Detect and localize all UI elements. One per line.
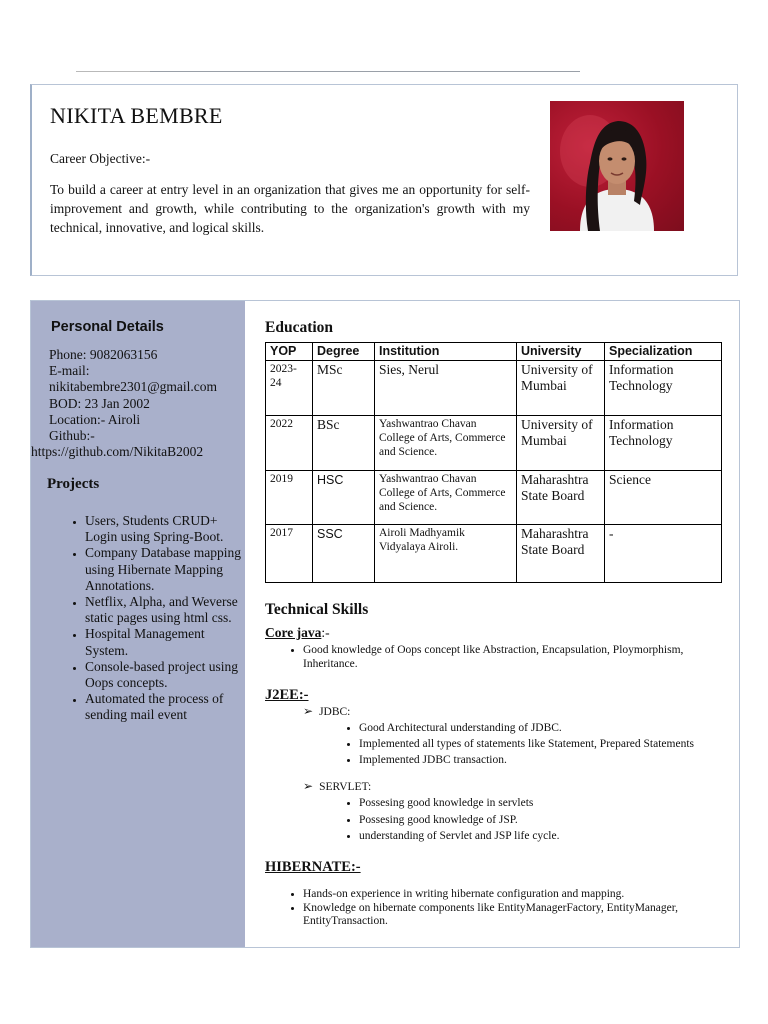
list-item: • Good Architectural understanding of JDBC.: [359, 722, 729, 736]
cell-institution: Yashwantrao Chavan College of Arts, Commerce and Science.: [375, 416, 517, 471]
servlet-item: [303, 779, 371, 793]
location-text: Location:- Airoli: [49, 411, 141, 427]
list-item: • Implemented all types of statements like Statement, Prepared Statements: [359, 738, 729, 752]
cell-university: University of Mumbai: [517, 361, 605, 416]
core-java-list: [283, 643, 723, 671]
list-item: • Console-based project using Oops concepts.: [85, 659, 245, 691]
email-text: nikitabembre2301@gmail.com: [49, 379, 218, 395]
sidebar: [31, 301, 245, 947]
github-label: Github:-: [49, 428, 95, 444]
servlet-list: [339, 797, 729, 846]
header-section: [30, 84, 738, 276]
career-objective-text: To build a career at entry level in an organization that gives me an opportunity for self-improvement and growth, while contributing to the organization's growth with my technical, innovative, and logical skills.: [50, 182, 530, 235]
profile-photo: [550, 101, 684, 231]
cell-institution: Airoli Madhyamik Vidyalaya Airoli.: [375, 525, 517, 583]
cell-institution: Yashwantrao Chavan College of Arts, Commerce and Science.: [375, 471, 517, 525]
projects-heading: Projects: [47, 476, 100, 492]
cell-university: Maharashtra State Board: [517, 471, 605, 525]
column-header-specialization: Specialization: [605, 343, 722, 361]
core-java-title: Core java: [265, 625, 322, 640]
cell-institution: Sies, Nerul: [375, 361, 517, 416]
header-rule: [150, 71, 580, 72]
core-java-suffix: :-: [321, 625, 330, 640]
cell-yop: 2019: [266, 471, 313, 525]
career-objective-label: Career Objective:-: [50, 151, 151, 166]
table-header-row: [266, 343, 722, 361]
phone-text: Phone: 9082063156: [49, 347, 158, 362]
header-rule-left: [76, 71, 150, 72]
column-header-degree: Degree: [313, 343, 375, 361]
cell-university: University of Mumbai: [517, 416, 605, 471]
cell-degree: HSC: [313, 471, 375, 525]
column-header-university: University: [517, 343, 605, 361]
cell-specialization: -: [605, 525, 722, 583]
servlet-label: SERVLET:: [319, 781, 372, 793]
list-item: • Users, Students CRUD+ Login using Spring-Boot.: [85, 513, 245, 545]
list-item: • Hospital Management System.: [85, 626, 245, 658]
hibernate-heading: HIBERNATE:-: [265, 859, 361, 875]
list-item: • Good knowledge of Oops concept like Abstraction, Encapsulation, Ploymorphism, Inheritance.: [303, 643, 723, 671]
github-link[interactable]: https://github.com/NikitaB2002: [31, 444, 204, 459]
arrow-right-icon: ➢: [303, 704, 314, 718]
j2ee-heading: J2EE:-: [265, 687, 309, 703]
cell-specialization: Science: [605, 471, 722, 525]
list-item: • Automated the process of sending mail event: [85, 691, 245, 723]
portrait-image: [550, 101, 684, 231]
candidate-name: NIKITA BEMBRE: [50, 103, 223, 128]
column-header-yop: YOP: [266, 343, 313, 361]
technical-skills-heading: Technical Skills: [265, 601, 369, 618]
table-row: [266, 416, 722, 471]
jdbc-list: [339, 722, 729, 770]
education-table: [265, 342, 722, 583]
core-java-label: [265, 625, 330, 641]
arrow-right-icon: ➢: [303, 779, 314, 793]
cell-specialization: Information Technology: [605, 361, 722, 416]
jdbc-label: JDBC:: [319, 706, 351, 718]
email-label: E-mail:: [49, 363, 90, 379]
list-item: • Implemented JDBC transaction.: [359, 754, 729, 768]
cell-degree: BSc: [313, 416, 375, 471]
main-content: [245, 301, 739, 947]
cell-degree: MSc: [313, 361, 375, 416]
cell-university: Maharashtra State Board: [517, 525, 605, 583]
projects-list: [49, 513, 245, 724]
dob-text: BOD: 23 Jan 2002: [49, 395, 150, 411]
personal-details: [49, 347, 217, 444]
list-item: • Possesing good knowledge in servlets: [359, 797, 729, 811]
hibernate-list: [283, 888, 743, 929]
cell-specialization: Information Technology: [605, 416, 722, 471]
table-row: [266, 471, 722, 525]
table-row: [266, 525, 722, 583]
education-heading: Education: [265, 319, 334, 336]
list-item: • Hands-on experience in writing hibernate configuration and mapping.: [303, 888, 743, 902]
list-item: • Knowledge on hibernate components like EntityManagerFactory, EntityManager, EntityTransaction.: [303, 902, 743, 929]
cell-degree: SSC: [313, 525, 375, 583]
list-item: • Possesing good knowledge of JSP.: [359, 814, 729, 828]
cell-yop: 2022: [266, 416, 313, 471]
list-item: • understanding of Servlet and JSP life cycle.: [359, 830, 729, 844]
personal-details-heading: Personal Details: [51, 319, 164, 335]
cell-yop: 2023-24: [266, 361, 313, 416]
column-header-institution: Institution: [375, 343, 517, 361]
cell-yop: 2017: [266, 525, 313, 583]
list-item: • Netflix, Alpha, and Weverse static pages using html css.: [85, 594, 245, 626]
table-row: [266, 361, 722, 416]
list-item: • Company Database mapping using Hibernate Mapping Annotations.: [85, 545, 245, 594]
resume-body: [30, 300, 740, 948]
jdbc-item: [303, 704, 350, 718]
